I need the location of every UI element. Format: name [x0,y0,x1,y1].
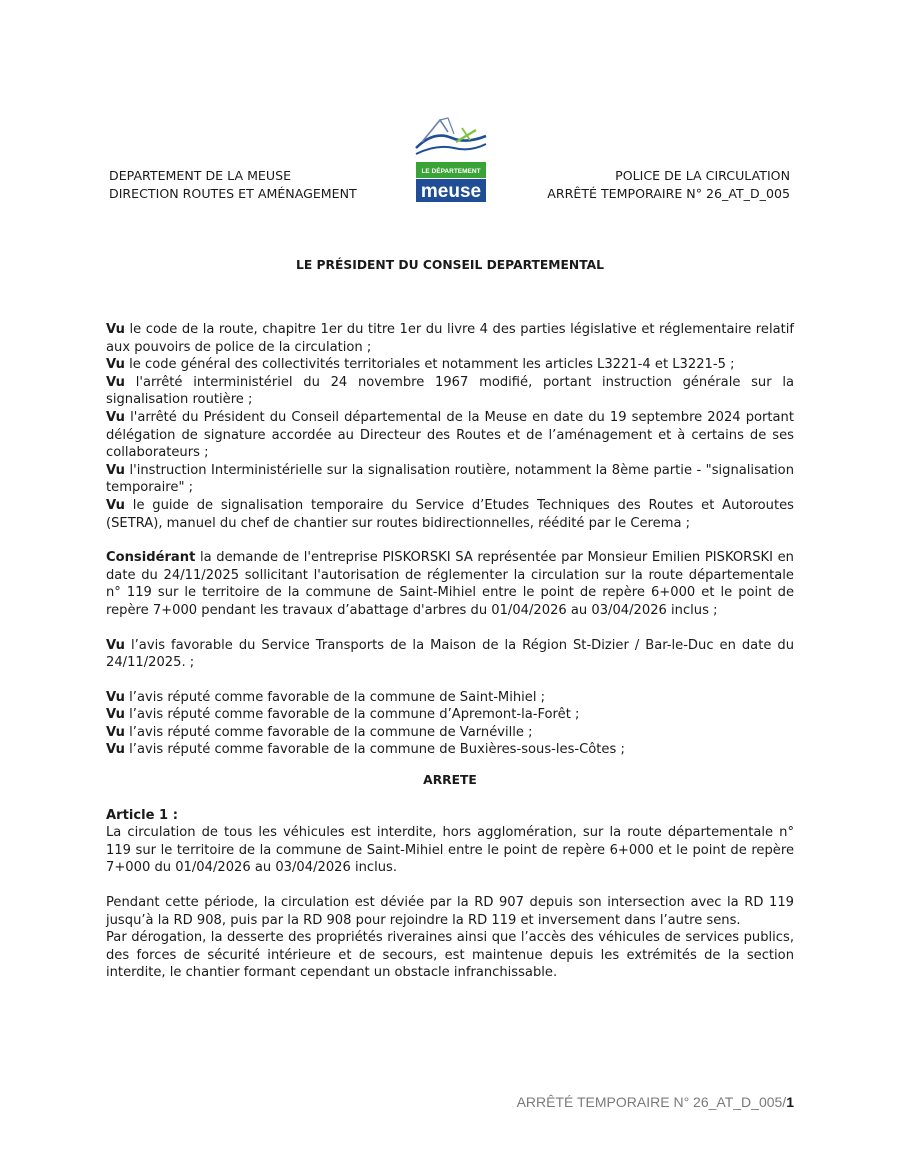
visa-item [106,321,794,356]
meuse-logo [414,114,488,204]
considerant-label: Considérant [106,550,196,566]
vu-label: Vu [106,462,125,478]
article-1-paragraph-2: Pendant cette période, la circulation est déviée par la RD 907 depuis son intersection avec la RD 119 jusqu’à la RD 908, puis par la RD 908 pour rejoindre la RD 119 et inversement dans l’autre sens. [106,895,794,928]
visa-item [106,356,794,374]
avis-transport-paragraph [106,637,794,672]
spacer [106,620,794,637]
police-circulation: POLICE DE LA CIRCULATION [615,168,790,183]
vu-label: Vu [106,637,125,653]
vu-label: Vu [106,322,125,337]
visa-item [106,374,794,409]
visa-text: l'arrêté du Président du Conseil départemental de la Meuse en date du 19 septembre 2024 portant délégation de signature accordée au Directeur des Routes et de l’aménagement et à certains de ses collaborateurs ; [106,409,794,461]
article-1-title: Article 1 : [106,807,178,823]
header-right [547,167,790,203]
vu-label: Vu [106,374,125,390]
avis-commune-item [106,741,794,759]
arrete-heading: ARRETE [423,773,477,788]
visa-item [106,409,794,462]
vu-label: Vu [106,724,125,740]
document-body [106,321,794,982]
vu-label: Vu [106,742,125,758]
arrete-number: ARRÊTÉ TEMPORAIRE N° 26_AT_D_005 [547,186,790,201]
avis-commune-text: l’avis réputé comme favorable de la commune de Saint-Mihiel ; [125,689,546,705]
visa-text: l'instruction Interministérielle sur la signalisation routière, notamment la 8ème partie - "signalisation temporaire" ; [106,462,794,496]
avis-commune-text: l’avis réputé comme favorable de la commune de Varnéville ; [125,724,533,740]
document-title: LE PRÉSIDENT DU CONSEIL DEPARTEMENTAL [295,258,605,272]
avis-transport-text: l’avis favorable du Service Transports de la Maison de la Région St-Dizier / Bar-le-Duc en date du 24/11/2025. ; [106,637,794,671]
spacer [106,672,794,689]
avis-commune-item [106,706,794,724]
vu-label: Vu [106,357,125,373]
page-footer [517,1094,794,1110]
article-1-paragraph-3: Par dérogation, la desserte des propriétés riveraines ainsi que l’accès des véhicules de services publics, des forces de sécurité intérieure et de secours, est maintenue depuis les extrémités de la section interdite, le chantier formant cependant un obstacle infranchissable. [106,930,794,981]
avis-commune-text: l’avis réputé comme favorable de la commune d’Apremont-la-Forêt ; [125,707,580,723]
logo-meuse-text: meuse [420,181,482,202]
vu-label: Vu [106,409,125,425]
vu-label: Vu [106,497,125,513]
visa-text: le code général des collectivités territoriales et notamment les articles L3221-4 et L3221-5 ; [125,357,735,373]
considerant-text: la demande de l'entreprise PISKORSKI SA représentée par Monsieur Emilien PISKORSKI en date du 24/11/2025 sollicitant l'autorisation de réglementer la circulation sur la route départementale n° 119 sur le territoire de la commune de Saint-Mihiel entre le point de repère 6+000 et le point de repère 7+000 pendant les travaux d’abattage d'arbres du 01/04/2026 au 03/04/2026 inclus ; [106,550,794,618]
footer-arrete-number: ARRÊTÉ TEMPORAIRE N° 26_AT_D_005/ [516,1094,787,1110]
direction-name: DIRECTION ROUTES ET AMÉNAGEMENT [109,186,357,201]
considerant-paragraph [106,549,794,619]
vu-label: Vu [106,707,125,723]
visa-item [106,497,794,532]
logo-small-text: LE DÉPARTEMENT [421,168,481,175]
avis-commune-item [106,689,794,707]
department-name: DEPARTEMENT DE LA MEUSE [109,168,292,183]
spacer [106,877,794,894]
vu-label: Vu [106,689,125,705]
visa-text: l'arrêté interministériel du 24 novembre 1967 modifié, portant instruction générale sur la signalisation routière ; [106,374,794,408]
avis-commune-item [106,724,794,742]
page-number: 1 [786,1094,794,1110]
visa-item [106,462,794,497]
avis-commune-text: l’avis réputé comme favorable de la commune de Buxières-sous-les-Côtes ; [125,742,625,758]
header-left [109,167,357,203]
meuse-logo-graphic [414,114,488,204]
article-1-paragraph-1: La circulation de tous les véhicules est interdite, hors agglomération, sur la route départementale n° 119 sur le territoire de la commune de Saint-Mihiel entre le point de repère 6+000 et le point de repère 7+000 du 01/04/2026 au 03/04/2026 inclus. [106,825,794,876]
spacer [106,532,794,549]
visa-text: le guide de signalisation temporaire du Service d’Etudes Techniques des Routes et Autoroutes (SETRA), manuel du chef de chantier sur routes bidirectionnelles, réédité par le Cerema ; [106,497,794,531]
visa-text: le code de la route, chapitre 1er du titre 1er du livre 4 des parties législative et réglementaire relatif aux pouvoirs de police de la circulation ; [106,322,794,355]
